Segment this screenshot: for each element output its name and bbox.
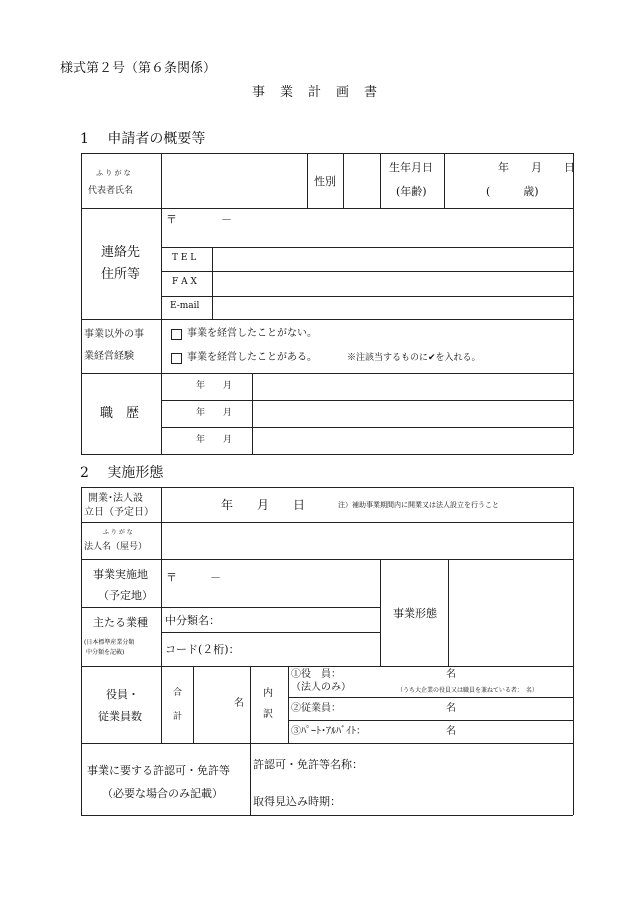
open-date-label-2: 立日（予定日）	[84, 507, 154, 518]
officer-count-input[interactable]	[380, 668, 440, 682]
staff-label-1: 役員・	[106, 688, 139, 701]
parttime-label: ③ﾊﾟｰﾄ･ｱﾙﾊﾞｲﾄ：	[291, 726, 366, 737]
section2-heading: 2 実施形態	[80, 465, 164, 481]
industry-note-1: (日本標準産業分類	[84, 639, 135, 646]
permit-label-2: （必要な場合のみ記載）	[102, 787, 223, 800]
birth-label: 生年月日	[389, 161, 433, 174]
contact-label-1: 連絡先	[101, 245, 141, 260]
section1-heading: 1 申請者の概要等	[80, 131, 206, 147]
experience-label-1: 事業以外の事	[84, 329, 144, 340]
officer-label-1: ①役 員：	[291, 669, 341, 680]
fax-label: F A X	[172, 277, 197, 287]
officer-unit: 名	[446, 669, 456, 680]
experience-none-checkbox[interactable]	[171, 329, 182, 340]
open-date-note: 注）補助事業期間内に開業又は法人設立を行うこと	[338, 501, 499, 509]
contact-label-2: 住所等	[101, 267, 141, 282]
experience-label-2: 業経営経験	[84, 351, 134, 362]
location-postal-field[interactable]: 〒 －	[166, 571, 221, 584]
corp-name-input[interactable]	[162, 523, 572, 558]
career-date-1[interactable]: 年 月	[196, 381, 233, 391]
experience-none-label: 事業を経営したことがない。	[187, 328, 317, 339]
fax-input[interactable]	[213, 272, 572, 295]
industry-label: 主たる業種	[93, 616, 148, 629]
open-date-label-1: 開業･法人設	[88, 493, 143, 504]
location-label-2: （予定地）	[98, 589, 153, 602]
business-form-label: 事業形態	[393, 607, 437, 620]
total-unit: 名	[234, 698, 244, 709]
career-label: 職 歴	[100, 406, 140, 421]
birth-date-fill[interactable]: 年 月 日	[498, 161, 575, 174]
furigana-label: ふ り が な	[96, 169, 131, 177]
industry-note-2: 中分類を記載)	[86, 649, 125, 656]
total-label-1: 合	[173, 688, 183, 698]
officer-label-2: （法人のみ）	[291, 682, 351, 693]
age-fill[interactable]: ( 歳)	[486, 185, 539, 198]
email-label: E-mail	[170, 301, 200, 311]
corp-furigana-label: ふ り が な	[103, 529, 133, 536]
gender-label: 性別	[314, 175, 336, 188]
career-detail-2[interactable]	[253, 401, 572, 426]
permit-time-field[interactable]: 取得見込み時期：	[253, 795, 341, 808]
age-label: (年齢)	[396, 185, 427, 198]
career-date-2[interactable]: 年 月	[196, 408, 233, 418]
business-form-input[interactable]	[449, 560, 572, 665]
tel-input[interactable]	[213, 248, 572, 270]
open-date-fill[interactable]: 年 月 日	[221, 498, 306, 512]
checkmark-note: ※注該当するものに✔を入れる。	[347, 353, 481, 363]
tel-label: T E L	[172, 253, 197, 263]
breakdown-label-1: 内	[263, 688, 273, 699]
industry-code-field[interactable]: コード(２桁)：	[165, 643, 240, 656]
total-count-input[interactable]	[194, 667, 232, 742]
career-detail-1[interactable]	[253, 374, 572, 399]
mid-class-field[interactable]: 中分類名：	[165, 614, 220, 627]
experience-yes-checkbox[interactable]	[171, 353, 182, 364]
employee-label: ②従業員：	[291, 703, 341, 714]
parttime-unit: 名	[446, 726, 456, 737]
document-title: 事 業 計 画 書	[252, 85, 379, 100]
form-number: 様式第２号（第６条関係）	[60, 61, 217, 76]
career-detail-3[interactable]	[253, 428, 572, 453]
location-label-1: 事業実施地	[93, 568, 148, 581]
permit-name-field[interactable]: 許認可・免許等名称：	[253, 758, 363, 771]
corp-name-label: 法人名（屋号）	[84, 542, 148, 552]
officer-note: （うち大企業の役員又は職員を兼ねている者： 名）	[397, 687, 538, 694]
postal-code-field[interactable]: 〒 －	[166, 213, 232, 226]
rep-name-label: 代表者氏名	[88, 186, 134, 196]
parttime-count-input[interactable]	[380, 723, 440, 739]
employee-unit: 名	[446, 703, 456, 714]
total-label-2: 計	[173, 712, 183, 722]
permit-label-1: 事業に要する許認可・免許等	[87, 764, 230, 777]
rep-name-input[interactable]	[162, 154, 306, 207]
experience-yes-label: 事業を経営したことがある。	[187, 352, 317, 363]
gender-input[interactable]	[344, 154, 379, 207]
employee-count-input[interactable]	[380, 700, 440, 716]
career-date-3[interactable]: 年 月	[196, 435, 233, 445]
staff-label-2: 従業員数	[98, 710, 142, 723]
email-input[interactable]	[213, 297, 572, 318]
breakdown-label-2: 訳	[263, 709, 273, 720]
